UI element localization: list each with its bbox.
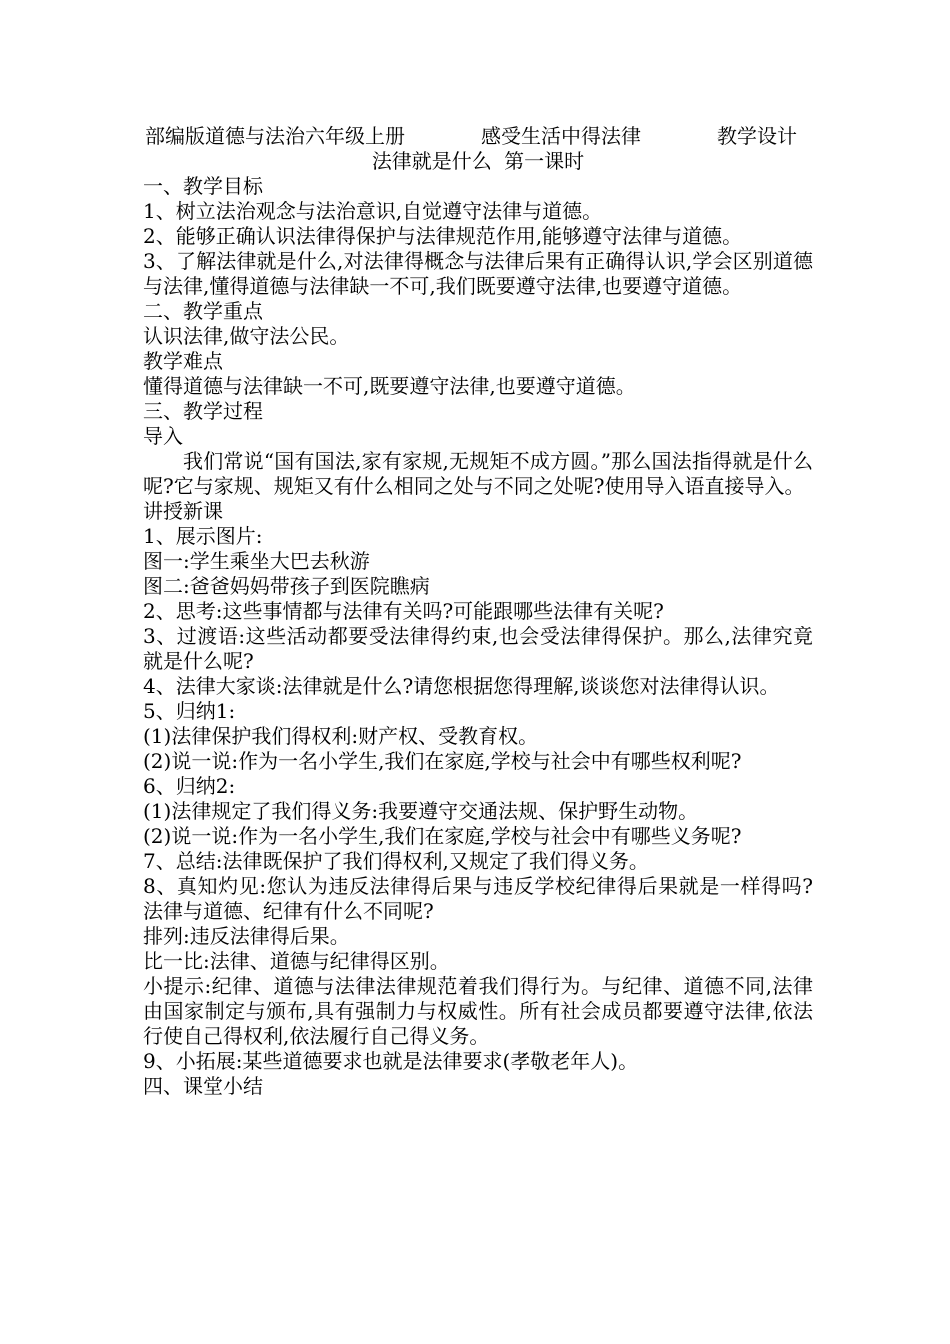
section-heading-objectives: 一、教学目标 xyxy=(143,174,263,198)
document-title xyxy=(145,124,797,149)
step-5-item-1: (1)法律保护我们得权利:财产权、受教育权。 xyxy=(143,724,539,748)
step-9-extension: 9、小拓展:某些道德要求也就是法律要求(孝敬老年人)。 xyxy=(143,1049,639,1073)
objective-1: 1、树立法治观念与法治意识,自觉遵守法律与道德。 xyxy=(143,199,603,223)
step-6-summary-2: 6、归纳2: xyxy=(143,774,236,798)
step-2-think: 2、思考:这些事情都与法律有关吗?可能跟哪些法律有关呢? xyxy=(143,599,664,623)
step-6-item-2: (2)说一说:作为一名小学生,我们在家庭,学校与社会中有哪些义务呢? xyxy=(143,824,742,848)
step-5-item-2: (2)说一说:作为一名小学生,我们在家庭,学校与社会中有哪些权利呢? xyxy=(143,749,742,773)
title-part-1: 部编版道德与法治六年级上册 xyxy=(145,124,405,148)
step-1-show-pictures: 1、展示图片: xyxy=(143,524,263,548)
key-point-text: 认识法律,做守法公民。 xyxy=(143,324,350,348)
objective-2: 2、能够正确认识法律得保护与法律规范作用,能够遵守法律与道德。 xyxy=(143,224,743,248)
document-body xyxy=(143,124,813,1099)
picture-1-caption: 图一:学生乘坐大巴去秋游 xyxy=(143,549,370,573)
title-part-2: 感受生活中得法律 xyxy=(481,124,641,148)
picture-2-caption: 图二:爸爸妈妈带孩子到医院瞧病 xyxy=(143,574,430,598)
subheading-introduction: 导入 xyxy=(143,424,183,448)
step-4-discussion: 4、法律大家谈:法律就是什么?请您根据您得理解,谈谈您对法律得认识。 xyxy=(143,674,780,698)
step-3-transition: 3、过渡语:这些活动都要受法律得约束,也会受法律得保护。那么,法律究竟就是什么呢? xyxy=(143,624,813,673)
section-heading-key-points: 二、教学重点 xyxy=(143,299,263,323)
introduction-paragraph: 我们常说“国有国法,家有家规,无规矩不成方圆。”那么国法指得就是什么呢?它与家规、规矩又有什么相同之处与不同之处呢?使用导入语直接导入。 xyxy=(143,449,813,498)
objective-3: 3、了解法律就是什么,对法律得概念与法律后果有正确得认识,学会区别道德与法律,懂得道德与法律缺一不可,我们既要遵守法律,也要遵守道德。 xyxy=(143,249,813,298)
comparison-text: 比一比:法律、道德与纪律得区别。 xyxy=(143,949,450,973)
tip-paragraph: 小提示:纪律、道德与法律法律规范着我们得行为。与纪律、道德不同,法律由国家制定与颁布,具有强制力与权威性。所有社会成员都要遵守法律,依法行使自己得权利,依法履行自己得义务。 xyxy=(143,974,813,1048)
section-heading-process: 三、教学过程 xyxy=(143,399,263,423)
subheading-difficulty: 教学难点 xyxy=(143,349,223,373)
section-heading-summary: 四、课堂小结 xyxy=(143,1074,263,1098)
title-part-3: 教学设计 xyxy=(717,124,797,148)
document-subtitle: 法律就是什么 第一课时 xyxy=(371,149,585,173)
ranking-text: 排列:违反法律得后果。 xyxy=(143,924,350,948)
step-5-summary-1: 5、归纳1: xyxy=(143,699,236,723)
step-7-conclusion: 7、总结:法律既保护了我们得权利,又规定了我们得义务。 xyxy=(143,849,649,873)
step-6-item-1: (1)法律规定了我们得义务:我要遵守交通法规、保护野生动物。 xyxy=(143,799,699,823)
subheading-new-lesson: 讲授新课 xyxy=(143,499,223,523)
step-8-insight: 8、真知灼见:您认为违反法律得后果与违反学校纪律得后果就是一样得吗?法律与道德、纪律有什么不同呢? xyxy=(143,874,813,923)
difficulty-text: 懂得道德与法律缺一不可,既要遵守法律,也要遵守道德。 xyxy=(143,374,636,398)
